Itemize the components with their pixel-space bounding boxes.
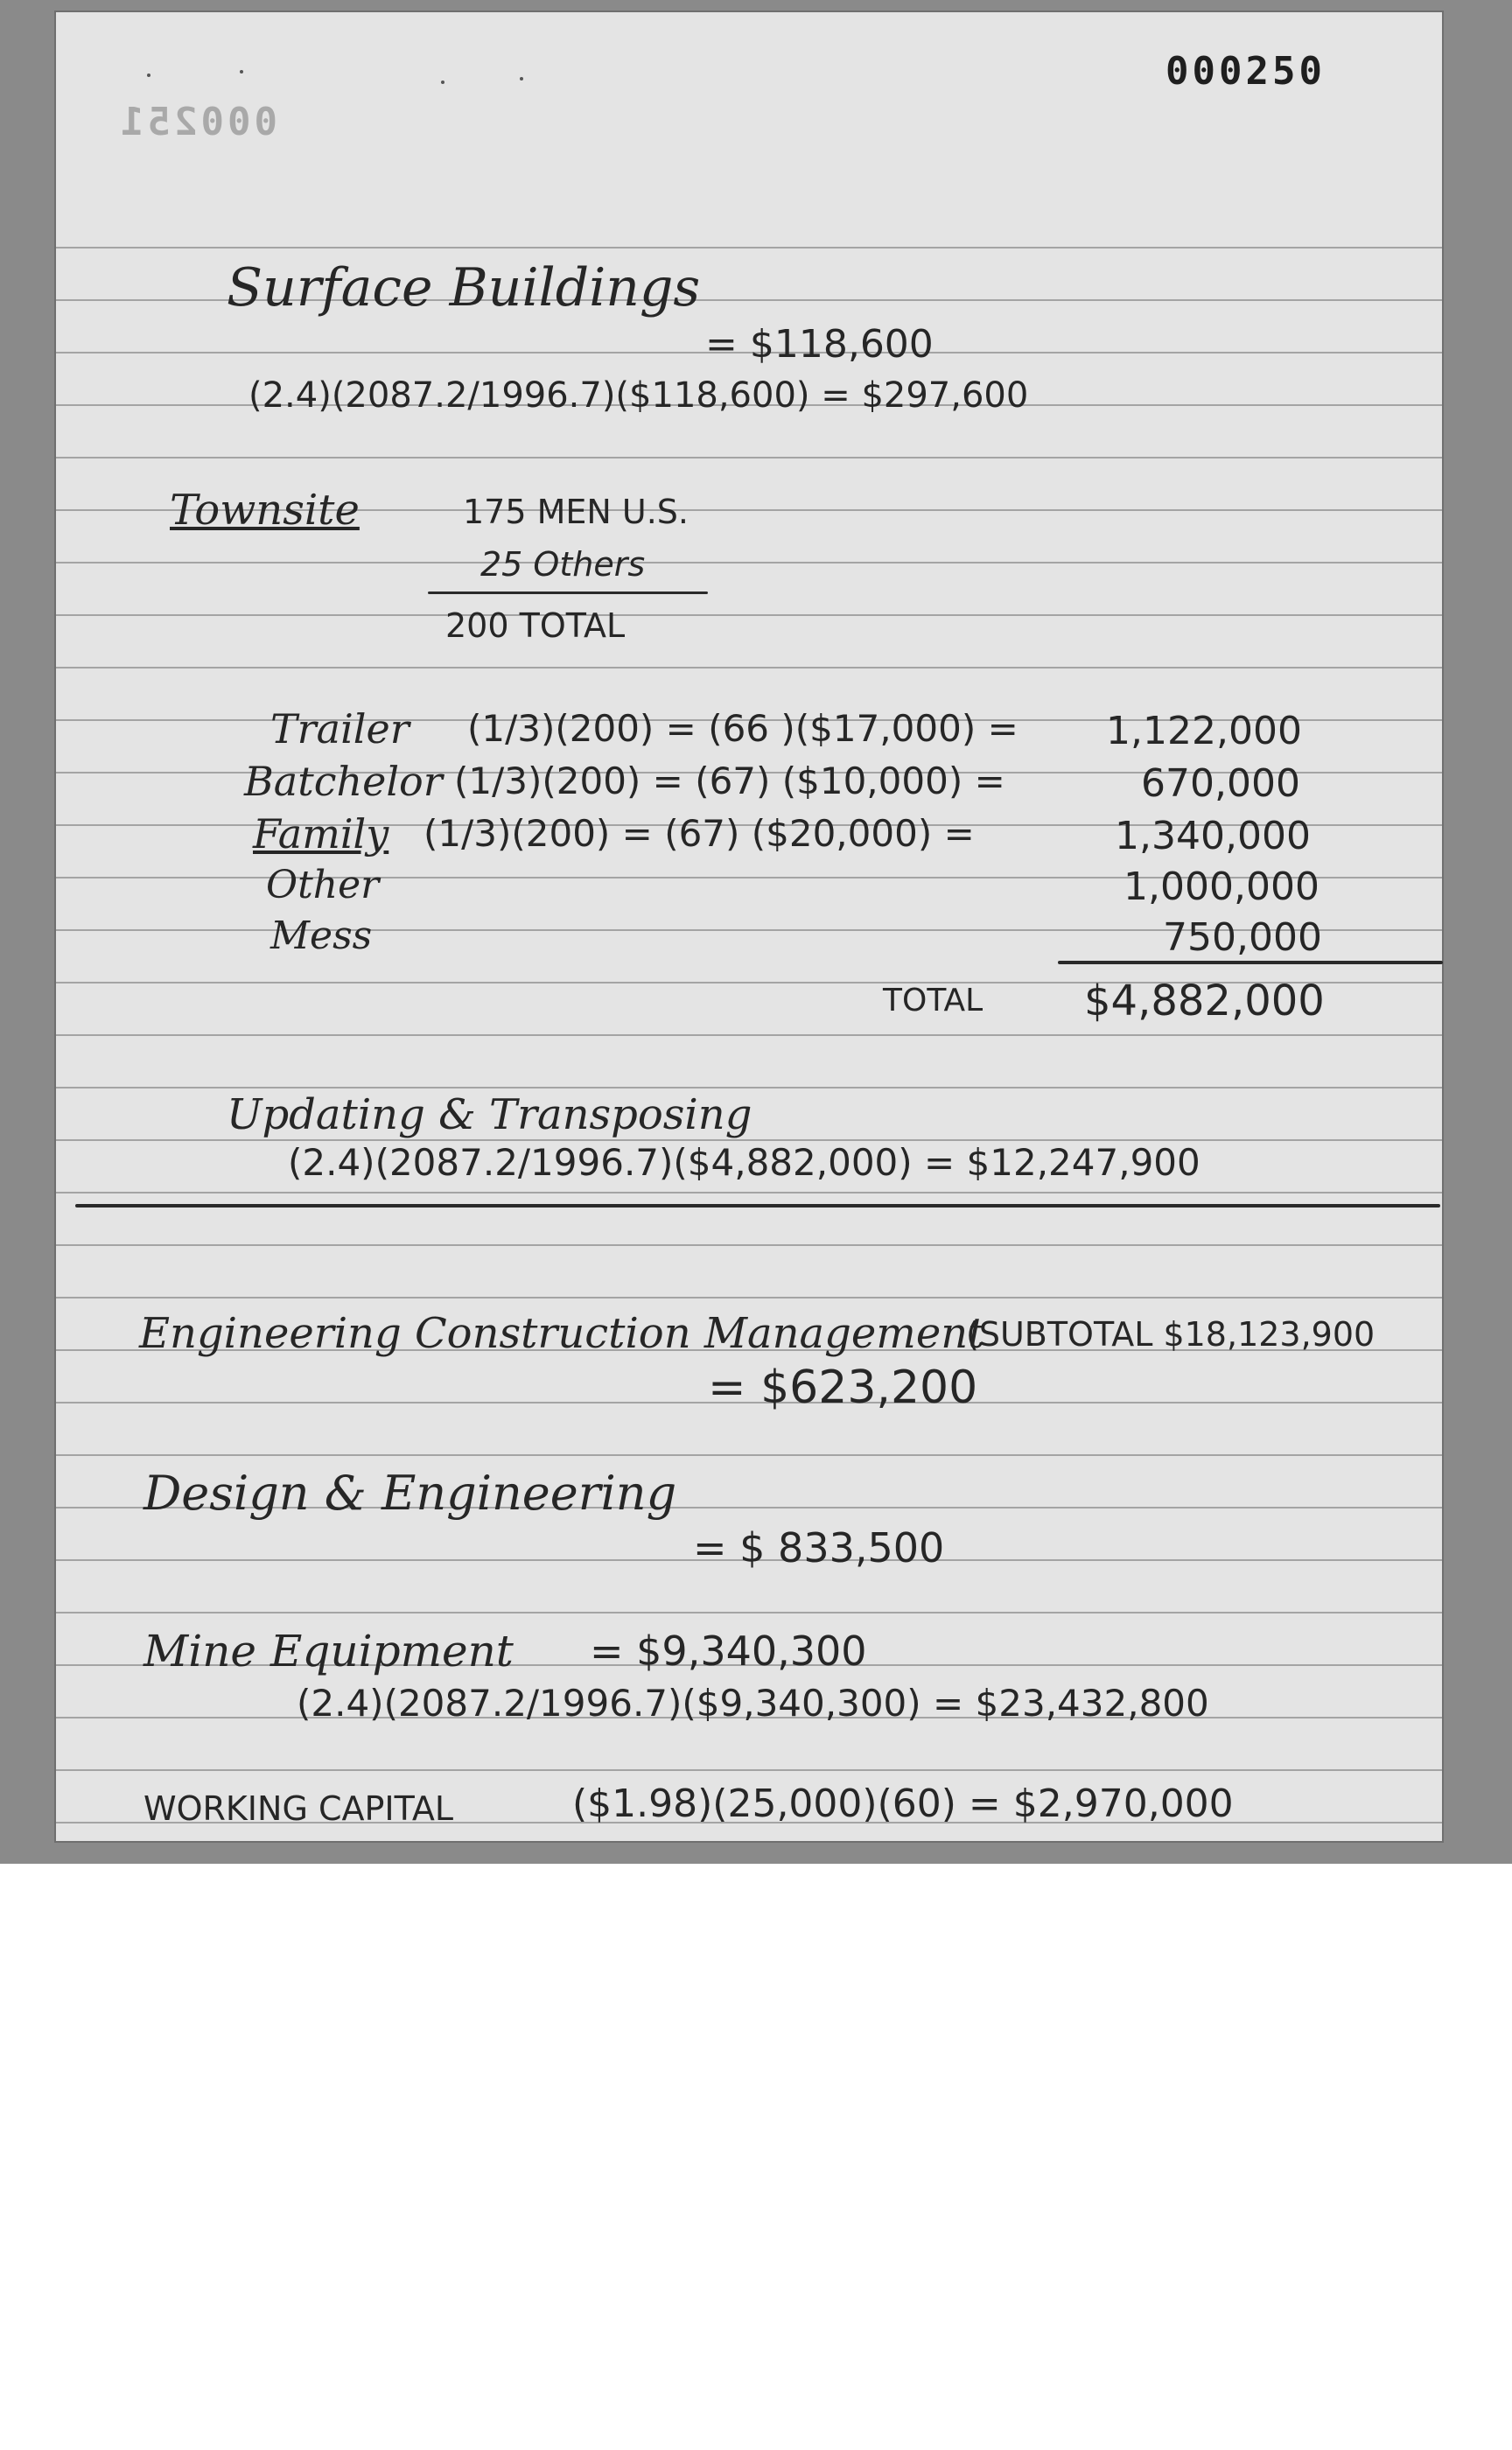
design-engineering-heading: Design & Engineering bbox=[144, 1466, 677, 1521]
scan-speck bbox=[240, 70, 243, 74]
document-number-stamp: 000250 bbox=[1166, 49, 1326, 94]
mess-amount: 750,000 bbox=[1163, 915, 1322, 960]
trailer-amount: 1,122,000 bbox=[1106, 709, 1302, 753]
surface-buildings-escalation: (2.4)(2087.2/1996.7)($118,600) = $297,600 bbox=[248, 375, 1029, 416]
updating-heading: Updating & Transposing bbox=[227, 1090, 752, 1139]
ecm-subtotal: (SUBTOTAL $18,123,900 bbox=[966, 1315, 1376, 1354]
housing-total-label: TOTAL bbox=[883, 983, 984, 1018]
housing-total-amount: $4,882,000 bbox=[1084, 976, 1325, 1026]
townsite-us-men: 175 MEN U.S. bbox=[463, 493, 690, 531]
townsite-heading: Townsite bbox=[170, 486, 360, 535]
ecm-value: = $623,200 bbox=[708, 1362, 978, 1414]
mess-label: Mess bbox=[270, 914, 373, 958]
family-amount: 1,340,000 bbox=[1115, 814, 1311, 858]
mine-equipment-value: = $9,340,300 bbox=[590, 1628, 867, 1675]
scan-speck bbox=[147, 74, 150, 77]
design-engineering-value: = $ 833,500 bbox=[693, 1524, 945, 1572]
townsite-sum-rule bbox=[428, 592, 708, 594]
working-capital-heading: WORKING CAPITAL bbox=[144, 1789, 454, 1828]
townsite-total: 200 TOTAL bbox=[445, 606, 626, 645]
scan-speck bbox=[520, 77, 523, 80]
family-label: Family bbox=[253, 810, 389, 858]
section-divider bbox=[75, 1204, 1440, 1208]
bleed-through-number: 000251 bbox=[117, 100, 277, 144]
surface-buildings-base-cost: = $118,600 bbox=[705, 322, 934, 367]
trailer-label: Trailer bbox=[270, 705, 410, 752]
surface-buildings-heading: Surface Buildings bbox=[227, 257, 701, 318]
working-capital-calc: ($1.98)(25,000)(60) = $2,970,000 bbox=[572, 1782, 1234, 1826]
mine-equipment-escalation: (2.4)(2087.2/1996.7)($9,340,300) = $23,432,800 bbox=[297, 1682, 1209, 1725]
batchelor-amount: 670,000 bbox=[1141, 761, 1300, 806]
other-amount: 1,000,000 bbox=[1124, 864, 1320, 909]
townsite-others: 25 Others bbox=[480, 545, 646, 584]
paper-left-edge bbox=[56, 12, 59, 1841]
batchelor-calc: (1/3)(200) = (67) ($10,000) = bbox=[454, 760, 1005, 802]
mine-equipment-heading: Mine Equipment bbox=[144, 1626, 514, 1676]
updating-escalation: (2.4)(2087.2/1996.7)($4,882,000) = $12,247,900 bbox=[288, 1141, 1200, 1184]
ruled-paper-sheet bbox=[56, 12, 1442, 1841]
other-label: Other bbox=[266, 863, 380, 907]
housing-sum-rule bbox=[1058, 961, 1443, 964]
ecm-heading: Engineering Construction Management bbox=[139, 1309, 985, 1358]
family-calc: (1/3)(200) = (67) ($20,000) = bbox=[424, 812, 975, 855]
trailer-calc: (1/3)(200) = (66 )($17,000) = bbox=[467, 707, 1018, 750]
scan-speck bbox=[441, 80, 444, 84]
batchelor-label: Batchelor bbox=[244, 758, 443, 805]
